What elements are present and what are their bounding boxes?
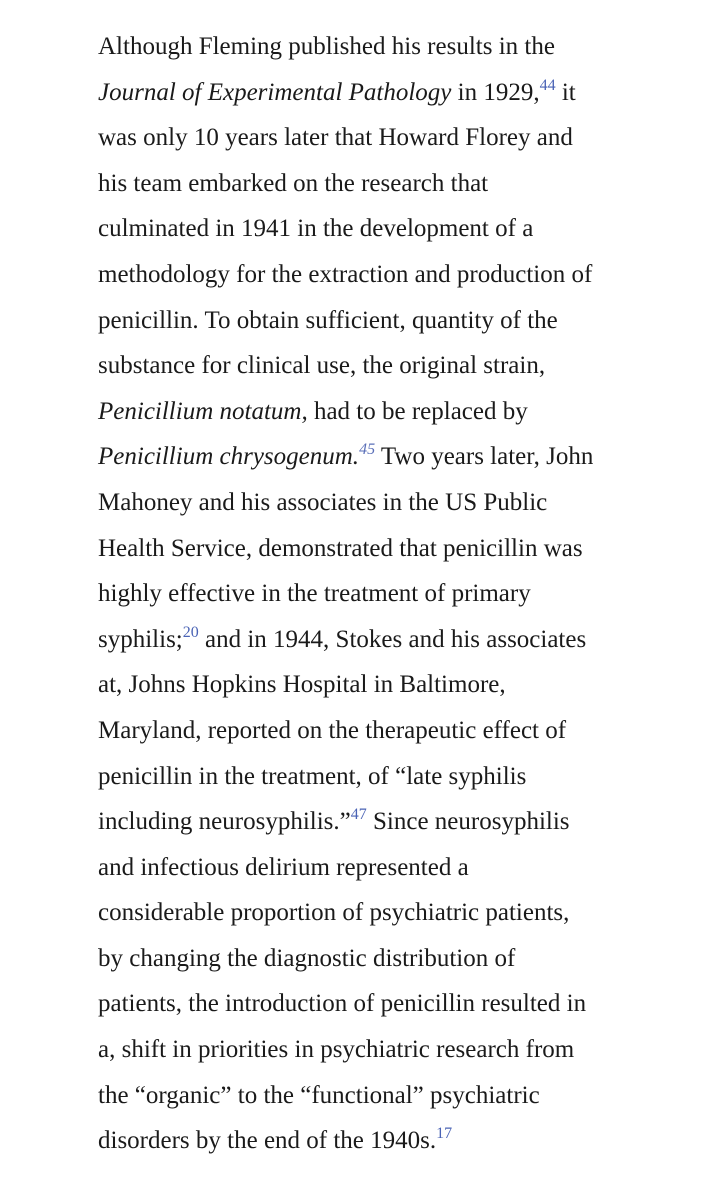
text-run: at, Johns Hopkins Hospital in Baltimore, (98, 671, 506, 699)
text-line (98, 1118, 698, 1164)
italic-text: Penicillium notatum, (98, 397, 308, 425)
text-run: disorders by the end of the 1940s. (98, 1127, 437, 1155)
text-run: the “organic” to the “functional” psychiatric (98, 1081, 540, 1109)
italic-text: Penicillium chrysogenum. (98, 443, 360, 471)
text-line (98, 480, 698, 526)
body-paragraph (98, 24, 698, 1164)
text-run: was only 10 years later that Howard Florey and (98, 124, 573, 152)
text-line (98, 526, 698, 572)
text-run: his team embarked on the research that (98, 169, 489, 197)
text-line (98, 343, 698, 389)
text-line (98, 434, 698, 480)
text-line (98, 70, 698, 116)
text-line (98, 1027, 698, 1073)
reference-link-20[interactable]: 20 (182, 623, 199, 641)
text-line (98, 252, 698, 298)
text-line (98, 662, 698, 708)
italic-text: Journal of Experimental Pathology (98, 78, 452, 106)
text-line (98, 206, 698, 252)
text-line (98, 1073, 698, 1119)
text-run: Health Service, demonstrated that penicillin was (98, 534, 583, 562)
text-run: a, shift in priorities in psychiatric research from (98, 1036, 575, 1064)
reference-link-17[interactable]: 17 (436, 1125, 453, 1143)
text-line (98, 161, 698, 207)
text-line (98, 298, 698, 344)
reference-link-44[interactable]: 44 (539, 76, 556, 94)
text-line (98, 617, 698, 663)
text-line (98, 799, 698, 845)
text-line (98, 754, 698, 800)
text-run: culminated in 1941 in the development of a (98, 215, 534, 243)
text-run: and in 1944, Stokes and his associates (198, 625, 587, 653)
text-run: Since neurosyphilis (366, 808, 570, 836)
text-run: including neurosyphilis.” (98, 808, 351, 836)
text-line (98, 571, 698, 617)
text-run: by changing the diagnostic distribution of (98, 944, 516, 972)
text-line (98, 24, 698, 70)
text-line (98, 115, 698, 161)
text-run: Mahoney and his associates in the US Public (98, 488, 548, 516)
text-line (98, 389, 698, 435)
text-run: and infectious delirium represented a (98, 853, 469, 881)
text-run: patients, the introduction of penicillin resulted in (98, 990, 587, 1018)
text-line (98, 890, 698, 936)
reference-link-47[interactable]: 47 (350, 806, 367, 824)
text-run: had to be replaced by (307, 397, 528, 425)
text-run: Although Fleming published his results in the (98, 33, 555, 60)
text-run: penicillin. To obtain sufficient, quantity of the (98, 306, 558, 334)
text-line (98, 936, 698, 982)
text-line (98, 708, 698, 754)
text-run: highly effective in the treatment of primary (98, 580, 531, 608)
text-run: Maryland, reported on the therapeutic effect of (98, 716, 567, 744)
text-line (98, 845, 698, 891)
text-run: it (555, 78, 576, 106)
text-run: in 1929, (451, 78, 540, 106)
text-run: considerable proportion of psychiatric patients, (98, 899, 570, 927)
text-run: penicillin in the treatment, of “late syphilis (98, 762, 527, 790)
text-run: methodology for the extraction and production of (98, 260, 593, 288)
text-run: Two years later, John (375, 443, 594, 471)
reference-link-45[interactable]: 45 (359, 441, 376, 459)
text-run: syphilis; (98, 625, 183, 653)
text-line (98, 981, 698, 1027)
text-run: substance for clinical use, the original strain, (98, 352, 546, 380)
